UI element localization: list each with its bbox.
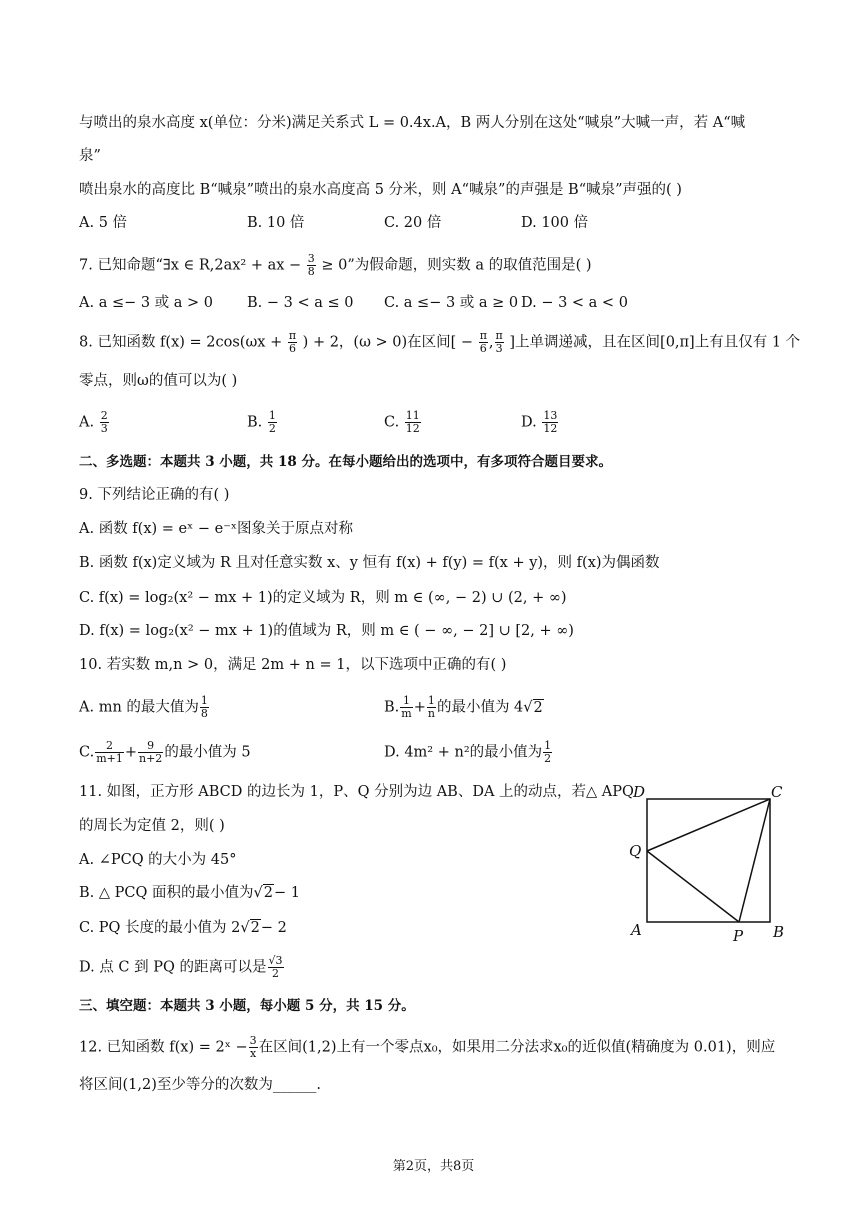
q7-stem-b: ≥ 0”为假命题，则实数 a 的取值范围是( ) — [321, 257, 592, 274]
label-b: B — [773, 923, 785, 941]
section-3-heading: 三、填空题：本题共 3 小题，每小题 5 分，共 15 分。 — [79, 998, 415, 1014]
q8-option-a: A. $\frac{2}{3}$ — [79, 409, 108, 435]
q8-stem-c: , — [488, 334, 494, 351]
q8-stem — [79, 330, 800, 355]
q8-stem-a: 8. 已知函数 f(x) = 2cos(ωx + — [79, 334, 283, 351]
q12-line-2: 将区间(1,2)至少等分的次数为______. — [79, 1077, 321, 1093]
q11-line-2: 的周长为定值 2，则( ) — [79, 818, 225, 834]
section-2-heading: 二、多选题：本题共 3 小题，共 18 分。在每小题给出的选项中，有多项符合题目要求。 — [79, 454, 612, 470]
q8-stem-d: ]上单调递减，且在区间[0,π]上有且仅有 1 个 — [509, 334, 801, 351]
label-q: Q — [629, 842, 642, 860]
q6-line-2: 泉” — [79, 148, 101, 164]
q6-option-a: A. 5 倍 — [79, 215, 128, 231]
q8-option-d: D. $\frac{13}{12}$ — [521, 409, 558, 435]
q8-frac-1: $\frac{\pi}{6}$ — [288, 329, 297, 355]
q8-option-c: C. $\frac{11}{12}$ — [384, 409, 420, 435]
q12-stem: 12. 已知函数 f(x) = 2ˣ − $\frac{3}{x}$ 在区间(1,2)上有一个零点x₀，如果用二分法求x₀的近似值(精确度为 0.01)，则应 — [79, 1034, 776, 1060]
q8-frac-2: $\frac{\pi}{6}$ — [479, 329, 487, 355]
q11-line-1: 11. 如图，正方形 ABCD 的边长为 1，P、Q 分别为边 AB、DA 上的动点，若△ APQ — [79, 784, 634, 800]
q10-option-d: D. 4m² + n²的最小值为 $\frac{1}{2}$ — [384, 739, 552, 765]
q6-option-c: C. 20 倍 — [384, 215, 442, 231]
q11-option-a: A. ∠PCQ 的大小为 45° — [79, 852, 237, 868]
q7-option-b: B. − 3 < a ≤ 0 — [247, 295, 354, 311]
q8-stem-b: ) + 2，(ω > 0)在区间[ − — [302, 334, 474, 351]
q9-stem: 9. 下列结论正确的有( ) — [79, 487, 230, 503]
q10-option-c: C. $\frac{2}{m+1}$ + $\frac{9}{n+2}$ 的最小值为 5 — [79, 739, 251, 765]
q11-option-d: D. 点 C 到 PQ 的距离可以是 $\frac{√3}{2}$ — [79, 954, 283, 980]
label-a: A — [631, 921, 642, 939]
q10-option-a: A. mn 的最大值为 $\frac{1}{8}$ — [79, 694, 208, 720]
square-abcd-figure — [625, 780, 795, 945]
q11-option-c: C. PQ 长度的最小值为 2√2− 2 — [79, 920, 287, 936]
q9-option-d: D. f(x) = log₂(x² − mx + 1)的值域为 R，则 m ∈ ( − ∞, − 2] ∪ [2, + ∞) — [79, 623, 574, 639]
q8-line-2: 零点，则ω的值可以为( ) — [79, 373, 238, 389]
label-d: D — [633, 783, 646, 801]
segment-pc — [739, 799, 770, 922]
segment-qc — [647, 799, 770, 851]
q6-option-b: B. 10 倍 — [247, 215, 305, 231]
q6-line-1: 与喷出的泉水高度 x(单位：分米)满足关系式 L = 0.4x.A，B 两人分别在这处“喊泉”大喊一声，若 A“喊 — [79, 115, 746, 131]
q11-option-b: B. △ PCQ 面积的最小值为√2− 1 — [79, 885, 300, 901]
q9-option-c: C. f(x) = log₂(x² − mx + 1)的定义域为 R，则 m ∈ (∞, − 2) ∪ (2, + ∞) — [79, 590, 567, 606]
label-p: P — [733, 927, 744, 945]
q10-stem: 10. 若实数 m,n > 0，满足 2m + n = 1，以下选项中正确的有( ) — [79, 657, 507, 673]
q7-fraction: $\frac{3}{8}$ — [307, 252, 315, 278]
q7-stem-a: 7. 已知命题“∃x ∈ R,2ax² + ax − — [79, 257, 302, 274]
q10-option-b: B. $\frac{1}{m}$ + $\frac{1}{n}$ 的最小值为 4√2 — [384, 694, 543, 720]
q7-stem — [79, 253, 592, 278]
q8-frac-3: $\frac{\pi}{3}$ — [495, 329, 503, 355]
page-footer: 第2页，共8页 — [392, 1159, 475, 1174]
q9-option-a: A. 函数 f(x) = eˣ − e⁻ˣ图象关于原点对称 — [79, 521, 353, 537]
q8-option-b: B. $\frac{1}{2}$ — [247, 409, 276, 435]
q6-option-d: D. 100 倍 — [521, 215, 589, 231]
q7-option-c: C. a ≤− 3 或 a ≥ 0 — [384, 295, 519, 311]
label-c: C — [771, 783, 783, 801]
q7-option-a: A. a ≤− 3 或 a > 0 — [79, 295, 214, 311]
segment-qp — [647, 851, 739, 922]
q6-line-3: 喷出泉水的高度比 B“喊泉”喷出的泉水高度高 5 分米，则 A“喊泉”的声强是 B“喊泉”声强的( ) — [79, 182, 682, 198]
q7-option-d: D. − 3 < a < 0 — [521, 295, 628, 311]
q9-option-b: B. 函数 f(x)定义域为 R 且对任意实数 x、y 恒有 f(x) + f(y) = f(x + y)，则 f(x)为偶函数 — [79, 555, 660, 571]
square-outline — [647, 799, 770, 922]
